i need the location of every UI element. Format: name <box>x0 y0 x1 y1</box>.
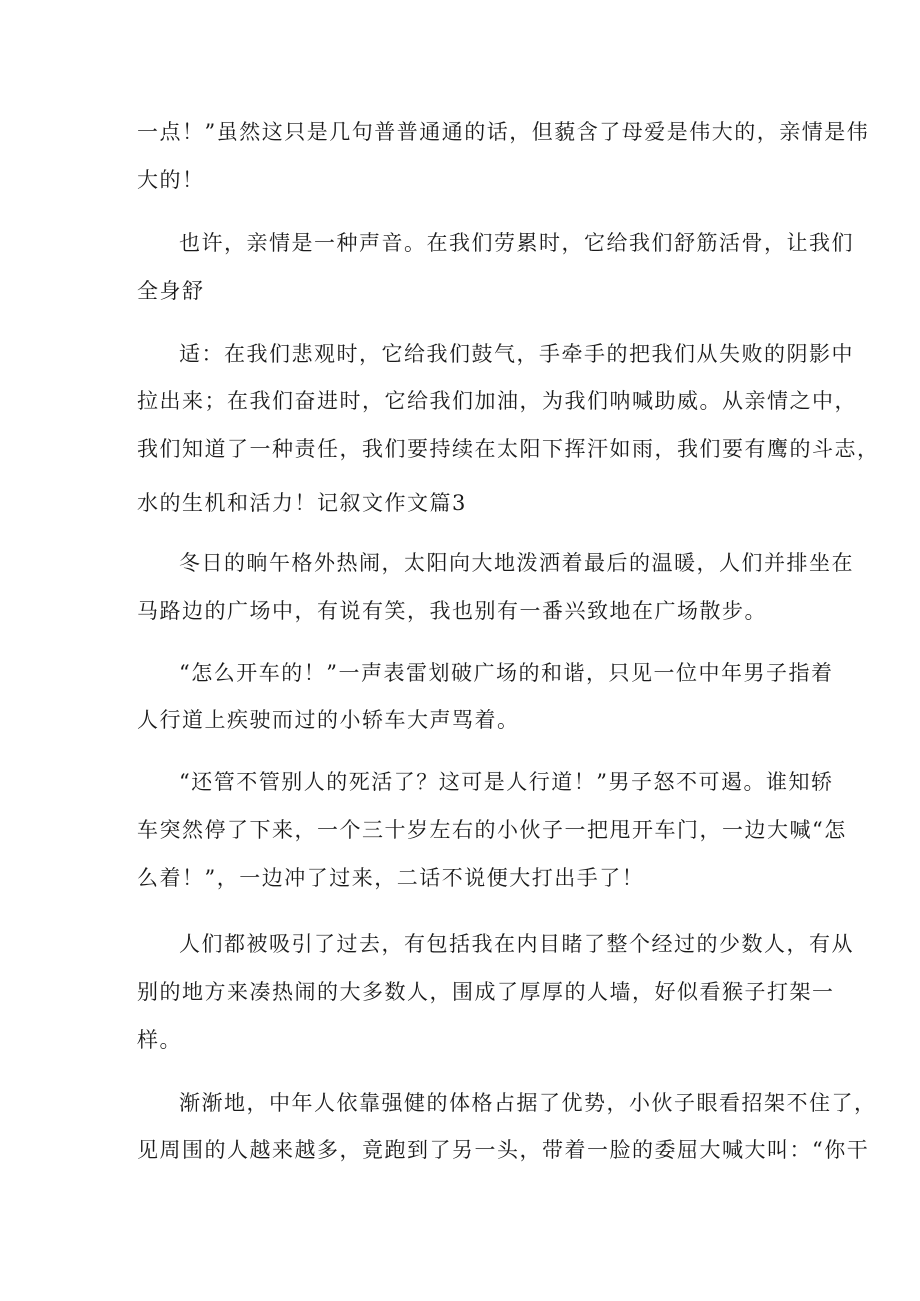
text-line: 拉出来；在我们奋进时，它给我们加油，为我们呐喊助威。从亲情之中， <box>137 389 857 413</box>
text-line: 人行道上疾驶而过的小轿车大声骂着。 <box>137 708 520 732</box>
text-line: “怎么开车的！”一声表雷划破广场的和谐，只见一位中年男子指着 <box>179 661 834 685</box>
text-line: 全身舒 <box>137 279 205 303</box>
text-line: 大的！ <box>137 168 205 192</box>
text-line: 冬日的晌午格外热闹，太阳向大地泼洒着最后的温暖，人们并排坐在 <box>179 551 854 575</box>
text-line: 渐渐地，中年人依靠强健的体格占据了优势，小伙子眼看招架不住了， <box>179 1091 877 1115</box>
text-line: 马路边的广场中，有说有笑，我也别有一番兴致地在广场散步。 <box>137 599 767 623</box>
text-line: “还管不管别人的死活了？这可是人行道！”男子怒不可遏。谁知轿 <box>179 770 834 794</box>
text-line: 车突然停了下来，一个三十岁左右的小伙子一把甩开车门，一边大喊“怎 <box>137 818 847 842</box>
text-line: 也许，亲情是一种声音。在我们劳累时，它给我们舒筋活骨，让我们 <box>179 231 854 255</box>
text-line: 见周围的人越来越多，竟跑到了另一头，带着一脸的委屈大喊大叫：“你干 <box>137 1138 870 1162</box>
text-line: 样。 <box>137 1028 182 1052</box>
text-line: 人们都被吸引了过去，有包括我在内目睹了整个经过的少数人，有从 <box>179 932 854 956</box>
text-line: 一点！”虽然这只是几句普普通通的话，但藐含了母爱是伟大的，亲情是伟 <box>137 120 870 144</box>
text-line: 么着！”，一边冲了过来，二话不说便大打出手了！ <box>137 866 645 890</box>
text-line: 水的生机和活力！记叙文作文篇3 <box>137 491 467 515</box>
text-line: 适：在我们悲观时，它给我们鼓气，手牵手的把我们从失败的阴影中 <box>179 342 854 366</box>
text-line: 我们知道了一种责任，我们要持续在太阳下挥汗如雨，我们要有鹰的斗志， <box>137 437 880 461</box>
text-line: 别的地方来凑热闹的大多数人，围成了厚厚的人墙，好似看猴子打架一 <box>137 980 835 1004</box>
